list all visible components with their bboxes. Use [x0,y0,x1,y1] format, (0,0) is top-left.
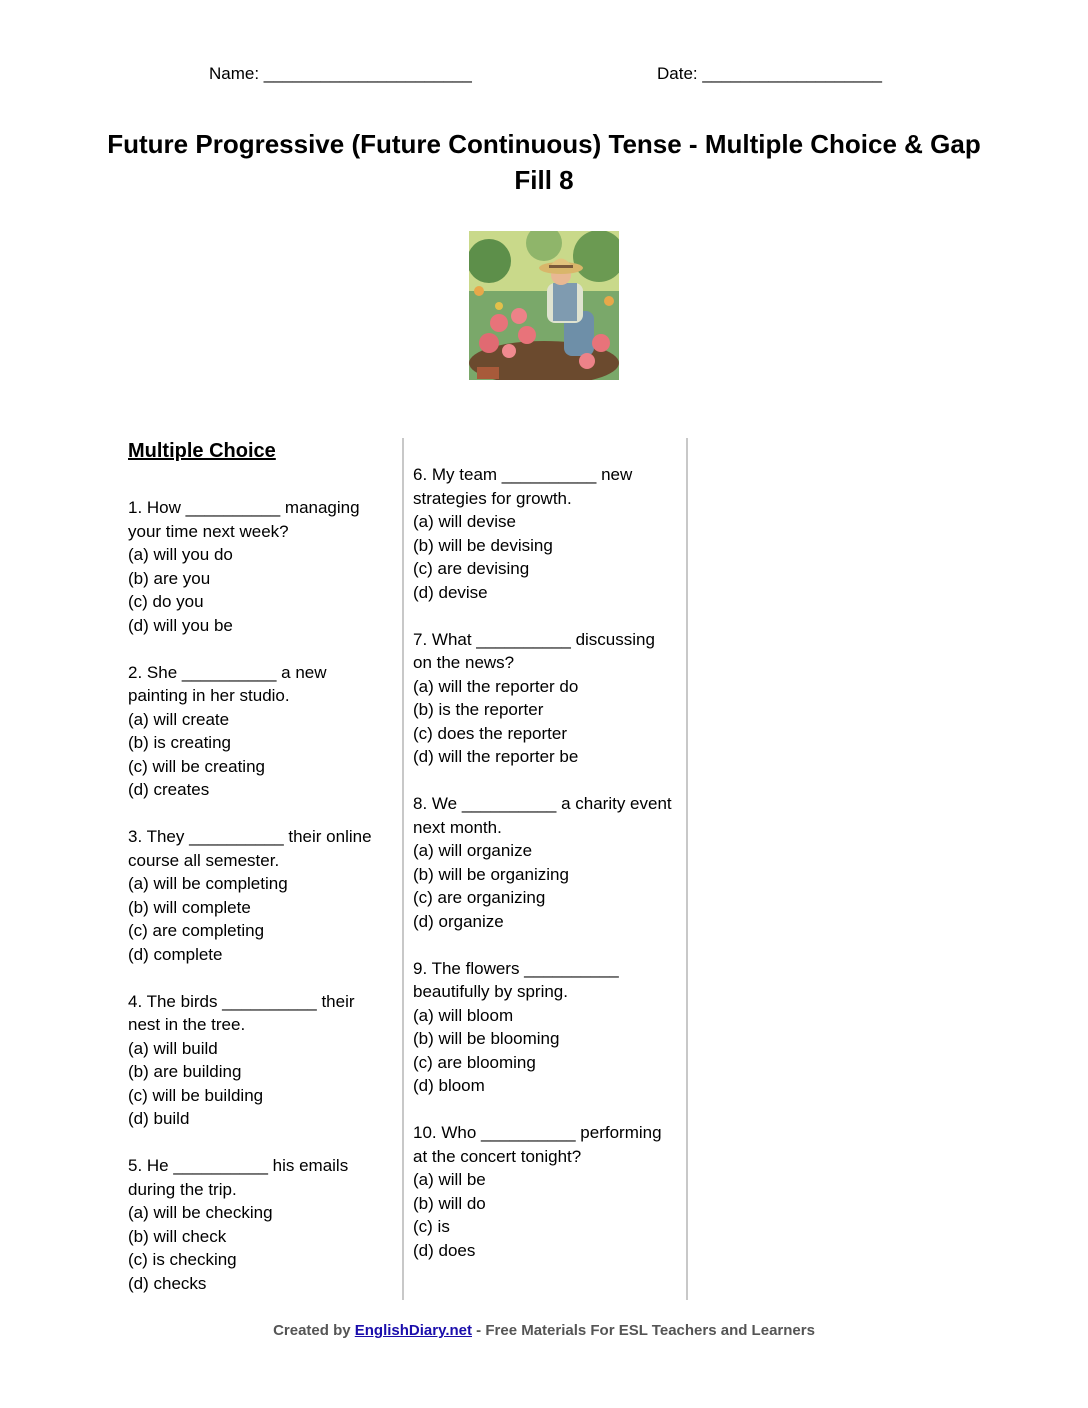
column-divider-left [402,438,404,1300]
answer-option: (c) are devising [413,559,530,578]
answer-option: (b) will be devising [413,535,553,555]
answer-option: (c) are organizing [413,888,546,907]
answer-option: (b) will be blooming [413,1029,560,1048]
question-column-1 [128,496,388,1319]
question-item [413,792,681,933]
answer-option: (c) will be creating [128,756,265,776]
answer-option: (d) complete [128,944,223,964]
name-field: Name: ______________________ [209,64,472,83]
question-item [128,825,388,966]
question-text: 5. He __________ his emails [128,1156,349,1175]
question-text: 2. She __________ a new [128,662,327,682]
answer-option: (b) will complete [128,897,251,917]
answer-option: (a) will be checking [128,1203,273,1222]
question-item [413,1121,681,1262]
question-text: 4. The birds __________ their [128,991,355,1011]
answer-option: (c) are completing [128,921,265,940]
answer-option: (a) will be completing [128,874,288,893]
answer-option: (a) will build [128,1038,218,1058]
answer-option: (a) will bloom [413,1005,514,1025]
answer-option: (d) organize [413,911,504,931]
footer [0,1322,1088,1339]
column-divider-right [686,438,688,1300]
answer-option: (d) creates [128,780,210,799]
worksheet-title: Future Progressive (Future Continuous) Tense - Multiple Choice & Gap Fill 8 [107,129,981,195]
answer-option: (d) bloom [413,1076,485,1095]
footer-prefix: Created by [273,1322,355,1339]
answer-option: (c) is [413,1217,450,1236]
question-item [413,957,681,1098]
answer-option: (b) are building [128,1062,242,1081]
question-text: strategies for growth. [413,488,572,508]
question-text: course all semester. [128,850,280,870]
answer-option: (c) do you [128,592,204,611]
answer-option: (c) is checking [128,1250,237,1269]
answer-option: (d) does [413,1240,476,1260]
answer-option: (b) is the reporter [413,700,544,719]
answer-option: (a) will you do [128,545,233,564]
question-text: 6. My team __________ new [413,465,633,484]
question-text: painting in her studio. [128,686,290,705]
answer-option: (c) will be building [128,1085,264,1105]
answer-option: (d) will the reporter be [413,747,579,766]
question-item [128,661,388,802]
question-text: during the trip. [128,1179,237,1199]
footer-suffix: - Free Materials For ESL Teachers and Learners [472,1322,815,1339]
answer-option: (b) are you [128,568,211,588]
question-text: 9. The flowers __________ [413,958,619,978]
question-text: on the news? [413,653,515,672]
question-text: your time next week? [128,521,289,541]
answer-option: (a) will devise [413,512,516,531]
question-text: nest in the tree. [128,1015,246,1034]
question-text: 7. What __________ discussing [413,629,655,649]
answer-option: (a) will create [128,709,230,729]
question-text: 1. How __________ managing [128,498,360,517]
answer-option: (d) devise [413,582,488,602]
answer-option: (d) build [128,1109,190,1128]
answer-option: (c) are blooming [413,1052,536,1072]
question-item [128,496,388,637]
answer-option: (b) will do [413,1193,486,1213]
question-item [128,1154,388,1295]
question-text: 8. We __________ a charity event [413,794,672,813]
question-item [413,463,681,604]
question-text: beautifully by spring. [413,982,568,1001]
date-field: Date: ___________________ [657,64,882,83]
answer-option: (d) checks [128,1273,207,1293]
question-text: 3. They __________ their online [128,827,372,846]
answer-option: (a) will be [413,1170,486,1189]
question-item [413,628,681,769]
answer-option: (b) will check [128,1226,227,1246]
question-text: at the concert tonight? [413,1146,582,1166]
answer-option: (d) will you be [128,615,233,635]
question-text: next month. [413,817,502,837]
footer-link[interactable]: EnglishDiary.net [354,1322,473,1339]
question-item [128,990,388,1131]
answer-option: (a) will the reporter do [413,676,579,696]
answer-option: (a) will organize [413,841,533,860]
question-column-2 [413,463,681,1286]
question-text: 10. Who __________ performing [413,1123,662,1142]
section-heading: Multiple Choice [128,440,276,462]
answer-option: (b) is creating [128,733,231,752]
gardener-illustration [469,231,619,380]
answer-option: (b) will be organizing [413,864,569,884]
answer-option: (c) does the reporter [413,723,568,743]
